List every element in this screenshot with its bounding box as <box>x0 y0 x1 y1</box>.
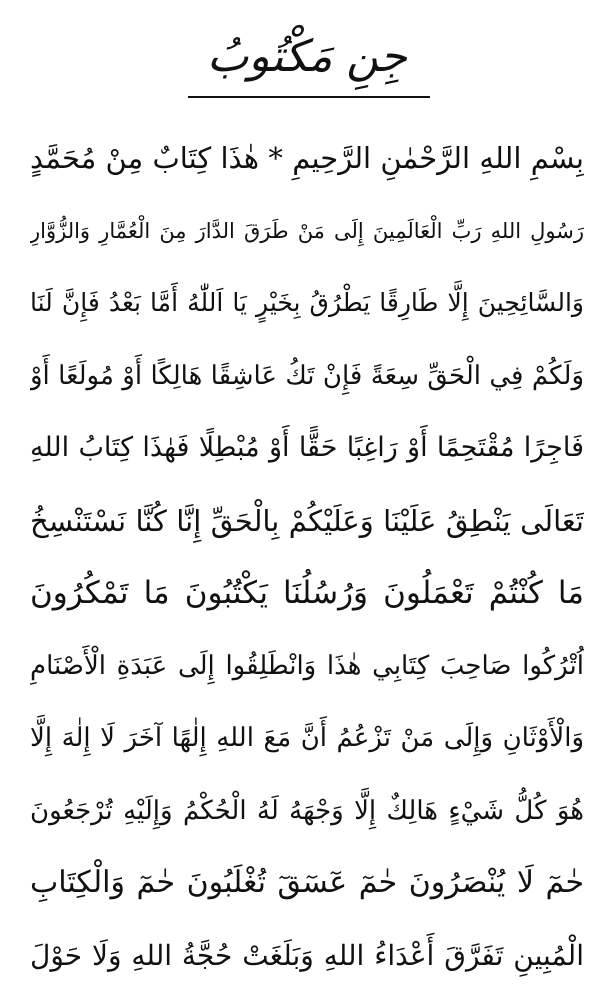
title-underline <box>188 96 430 98</box>
text-line-10: هُوَ كُلُّ شَيْءٍ هَالِكٌ إِلَّا وَجْهَهُ لَهُ الْحُكْمُ وَإِلَيْهِ تُرْجَعُونَ <box>30 775 584 848</box>
text-line-5: فَاجِرًا مُقْتَحِمًا أَوْ رَاغِبًا حَقًّا أَوْ مُبْطِلًا فَهٰذَا كِتَابُ اللهِ <box>30 412 584 485</box>
text-line-2: رَسُولِ اللهِ رَبِّ الْعَالَمِينَ إِلَى مَنْ طَرَقَ الدَّارَ مِنَ الْعُمَّارِ وَالزُّوَّارِ <box>30 195 584 268</box>
text-line-6: تَعَالَى يَنْطِقُ عَلَيْنَا وَعَلَيْكُمْ بِالْحَقِّ إِنَّا كُنَّا نَسْتَنْسِخُ <box>30 485 584 558</box>
body-text <box>30 122 584 992</box>
text-line-4: وَلَكُمْ فِي الْحَقِّ سِعَةً فَإِنْ تَكُ عَاشِقًا هَالِكًا أَوْ مُولَعًا أَوْ <box>30 340 584 413</box>
document-title: جِنِ مَكْتُوبُ <box>0 22 614 92</box>
text-line-3: وَالسَّائِحِينَ إِلَّا طَارِقًا يَطْرُقُ بِخَيْرٍ يَا اَللّٰهُ أَمَّا بَعْدُ فَإِنَّ لَنَا <box>30 267 584 340</box>
text-line-11: حٰمٓ لَا يُنْصَرُونَ حٰمٓ عٓسٓقٓ تُغْلَبُونَ حٰمٓ وَالْكِتَابِ <box>30 847 584 920</box>
text-line-9: وَالْأَوْثَانِ وَإِلَى مَنْ تَزْعُمُ أَنَّ مَعَ اللهِ إِلٰهًا آخَرَ لَا إِلٰهَ إِلَّا <box>30 702 584 775</box>
text-line-1: بِسْمِ اللهِ الرَّحْمٰنِ الرَّحِيمِ * هٰذَا كِتَابٌ مِنْ مُحَمَّدٍ <box>30 122 584 195</box>
text-line-7: مَا كُنْتُمْ تَعْمَلُونَ وَرُسُلُنَا يَكْتُبُونَ مَا تَمْكُرُونَ <box>30 557 584 630</box>
text-line-12: الْمُبِينِ تَفَرَّقَ أَعْدَاءُ اللهِ وَبَلَغَتْ حُجَّةُ اللهِ وَلَا حَوْلَ <box>30 920 584 992</box>
text-line-8: اُتْرُكُوا صَاحِبَ كِتَابِي هٰذَا وَانْطَلِقُوا إِلَى عَبَدَةِ الْأَصْنَامِ <box>30 630 584 703</box>
